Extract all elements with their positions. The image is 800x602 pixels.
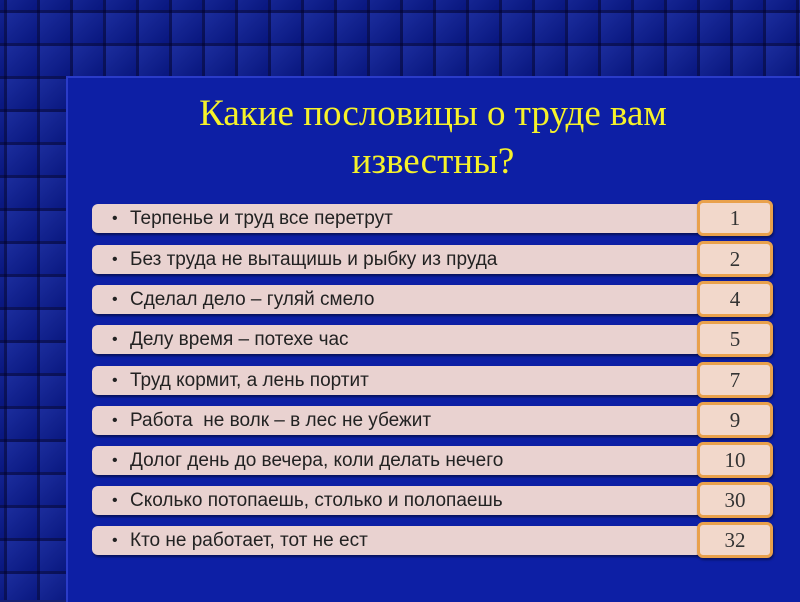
proverb-text: Кто не работает, тот не ест [130, 529, 368, 551]
proverb-row[interactable] [92, 245, 702, 274]
slide-title [66, 90, 800, 186]
proverb-row[interactable] [92, 406, 702, 435]
proverb-number[interactable]: 7 [697, 362, 773, 398]
bullet-icon: • [112, 491, 118, 509]
proverb-row[interactable] [92, 366, 702, 395]
proverb-row[interactable] [92, 526, 702, 555]
proverb-text: Сколько потопаешь, столько и полопаешь [130, 489, 503, 511]
proverb-text: Терпенье и труд все перетрут [130, 207, 393, 229]
proverb-number[interactable]: 2 [697, 241, 773, 277]
proverb-text: Сделал дело – гуляй смело [130, 288, 375, 310]
bullet-icon: • [112, 411, 118, 429]
proverb-number[interactable]: 4 [697, 281, 773, 317]
proverb-row[interactable] [92, 285, 702, 314]
bullet-icon: • [112, 371, 118, 389]
bullet-icon: • [112, 250, 118, 268]
proverb-row[interactable] [92, 204, 702, 233]
title-line-2: известны? [351, 141, 515, 182]
proverb-text: Без труда не вытащишь и рыбку из пруда [130, 248, 498, 270]
bullet-icon: • [112, 330, 118, 348]
proverb-number[interactable]: 9 [697, 402, 773, 438]
proverb-row[interactable] [92, 325, 702, 354]
proverb-number[interactable]: 30 [697, 482, 773, 518]
proverb-text: Работа не волк – в лес не убежит [130, 409, 432, 431]
proverb-row[interactable] [92, 446, 702, 475]
proverb-number[interactable]: 5 [697, 321, 773, 357]
proverb-number[interactable]: 1 [697, 200, 773, 236]
proverb-number[interactable]: 32 [697, 522, 773, 558]
proverb-text: Делу время – потехе час [130, 328, 349, 350]
bullet-icon: • [112, 290, 118, 308]
proverb-row[interactable] [92, 486, 702, 515]
bullet-icon: • [112, 209, 118, 227]
proverb-text: Труд кормит, а лень портит [130, 369, 369, 391]
bullet-icon: • [112, 531, 118, 549]
title-line-1: Какие пословицы о труде вам [199, 93, 667, 134]
proverb-number[interactable]: 10 [697, 442, 773, 478]
bullet-icon: • [112, 451, 118, 469]
proverb-text: Долог день до вечера, коли делать нечего [130, 449, 504, 471]
